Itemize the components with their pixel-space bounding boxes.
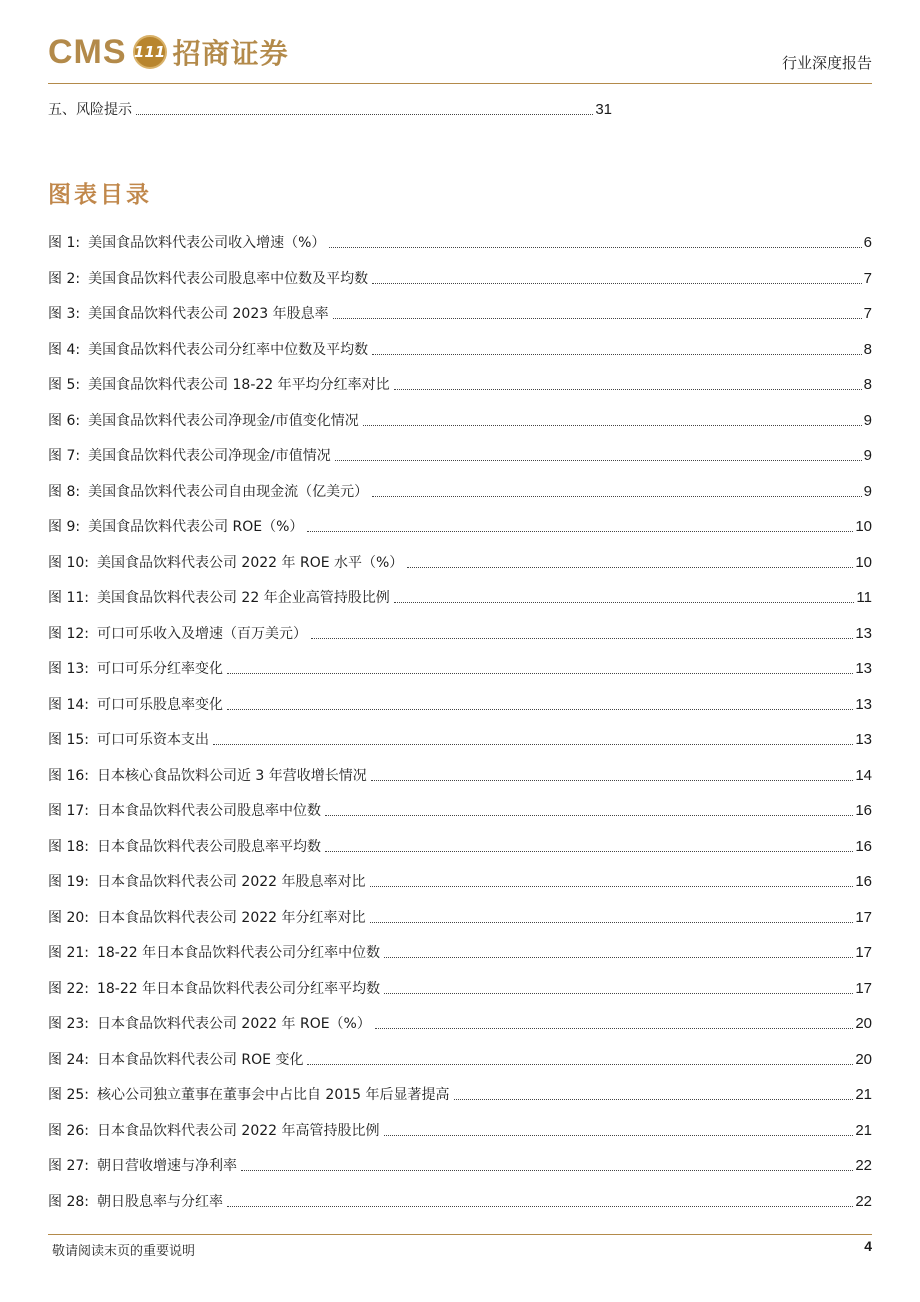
- figure-number: 图 11:: [48, 590, 89, 606]
- figure-entry-label: [48, 445, 333, 467]
- dot-leader: [241, 1170, 853, 1171]
- figure-entry-label: [48, 836, 323, 858]
- logo-chinese-text: 招商证券: [172, 37, 289, 70]
- figure-title: 日本食品饮料代表公司 2022 年分红率对比: [96, 909, 366, 926]
- figure-entry[interactable]: [48, 410, 872, 432]
- figure-entry-label: [48, 1049, 305, 1071]
- figure-number: 图 16:: [48, 767, 89, 784]
- figure-title: 日本食品饮料代表公司股息率平均数: [96, 838, 321, 855]
- figure-title: 日本食品饮料代表公司股息率中位数: [96, 803, 321, 819]
- cms-logo: [48, 28, 289, 76]
- dot-leader: [372, 354, 862, 355]
- footer-disclaimer-note: 敬请阅读末页的重要说明: [52, 1244, 196, 1259]
- dot-leader: [335, 460, 862, 461]
- dot-leader: [394, 602, 855, 603]
- figure-page-number: 16: [855, 837, 872, 855]
- figure-entry-label: [48, 339, 370, 361]
- figure-title: 可口可乐资本支出: [96, 732, 209, 748]
- dot-leader: [333, 318, 862, 319]
- dot-leader: [363, 425, 862, 426]
- figure-page-number: 20: [855, 1015, 872, 1032]
- dot-leader: [372, 283, 862, 284]
- figure-entry[interactable]: [48, 1120, 872, 1142]
- figure-number: 图 19:: [48, 874, 89, 890]
- figure-page-number: 21: [855, 1121, 872, 1139]
- figure-entry-label: [48, 1191, 225, 1213]
- figure-page-number: 17: [855, 944, 872, 961]
- toc-entry-label: 五、风险提示: [48, 102, 132, 118]
- dot-leader: [370, 922, 854, 923]
- figure-number: 图 7:: [48, 448, 81, 464]
- figure-page-number: 17: [855, 908, 872, 926]
- figure-entry-label: [48, 1155, 239, 1177]
- figure-entry[interactable]: [48, 765, 872, 787]
- figure-page-number: 13: [855, 660, 872, 677]
- figure-entry-label: [48, 800, 323, 822]
- figure-page-number: 22: [855, 1192, 872, 1210]
- figure-page-number: 9: [863, 447, 872, 464]
- figure-page-number: 22: [855, 1157, 872, 1174]
- figure-number: 图 28:: [48, 1193, 89, 1210]
- figure-page-number: 10: [855, 553, 872, 571]
- dot-leader: [311, 638, 853, 639]
- page-number: 4: [864, 1238, 872, 1254]
- toc-entry-page: 31: [595, 101, 612, 118]
- figure-entry-label: [48, 268, 370, 290]
- figure-entry-label: [48, 871, 368, 893]
- dot-leader: [325, 815, 853, 816]
- dot-leader: [307, 531, 853, 532]
- figure-entry-label: [48, 694, 225, 716]
- figure-title: 可口可乐分红率变化: [96, 661, 223, 677]
- figure-entry[interactable]: [48, 552, 872, 574]
- dot-leader: [227, 709, 853, 710]
- dot-leader: [227, 1206, 853, 1207]
- figure-number: 图 17:: [48, 803, 89, 819]
- dot-leader: [384, 993, 853, 994]
- figure-entry-label: [48, 1084, 452, 1106]
- figure-page-number: 8: [863, 376, 872, 393]
- figure-entry-label: [48, 907, 368, 929]
- figure-entry[interactable]: [48, 871, 872, 893]
- figure-entry-label: [48, 765, 369, 787]
- figure-title: 日本食品饮料代表公司 2022 年股息率对比: [96, 874, 366, 890]
- figure-title: 美国食品饮料代表公司净现金/市值情况: [88, 448, 331, 464]
- figure-page-number: 16: [855, 802, 872, 819]
- figure-entry[interactable]: [48, 516, 872, 538]
- figure-number: 图 24:: [48, 1051, 89, 1068]
- figure-title: 日本食品饮料代表公司 ROE 变化: [96, 1051, 304, 1068]
- figure-title: 美国食品饮料代表公司自由现金流（亿美元）: [88, 483, 369, 500]
- figure-entry-label: [48, 587, 392, 609]
- figure-entry[interactable]: [48, 836, 872, 858]
- dot-leader: [307, 1064, 853, 1065]
- figure-page-number: 14: [855, 766, 872, 784]
- figure-entry[interactable]: [48, 800, 872, 822]
- dot-leader: [370, 886, 854, 887]
- dot-leader: [407, 567, 853, 568]
- figure-number: 图 10:: [48, 554, 89, 571]
- figure-number: 图 13:: [48, 661, 89, 677]
- figure-title: 美国食品饮料代表公司净现金/市值变化情况: [88, 412, 359, 429]
- figure-page-number: 17: [855, 979, 872, 997]
- figure-number: 图 23:: [48, 1016, 89, 1032]
- figure-entry[interactable]: [48, 339, 872, 361]
- figure-number: 图 14:: [48, 696, 89, 713]
- figure-number: 图 6:: [48, 412, 81, 429]
- figure-number: 图 20:: [48, 909, 89, 926]
- figure-entry-label: [48, 232, 327, 254]
- figure-number: 图 5:: [48, 377, 81, 393]
- dot-leader: [213, 744, 853, 745]
- header-divider: [48, 83, 872, 84]
- figure-entry-label: [48, 552, 405, 574]
- figure-number: 图 8:: [48, 483, 81, 500]
- figure-entry-label: [48, 1013, 373, 1035]
- figure-page-number: 21: [855, 1086, 872, 1103]
- figure-number: 图 9:: [48, 519, 81, 535]
- figure-entry-label: [48, 978, 382, 1000]
- logo-badge-icon: 111: [133, 35, 167, 69]
- figure-entry[interactable]: [48, 481, 872, 503]
- figure-entry[interactable]: [48, 1191, 872, 1213]
- figure-title: 核心公司独立董事在董事会中占比自 2015 年后显著提高: [96, 1087, 450, 1103]
- figure-page-number: 20: [855, 1050, 872, 1068]
- figure-number: 图 3:: [48, 306, 81, 322]
- figure-entry-label: [48, 1120, 382, 1142]
- figure-title: 朝日股息率与分红率: [96, 1193, 223, 1210]
- figure-page-number: 13: [855, 731, 872, 748]
- figure-page-number: 7: [863, 305, 872, 322]
- dot-leader: [372, 496, 862, 497]
- dot-leader: [136, 114, 593, 115]
- figure-entry-label: [48, 658, 225, 680]
- dot-leader: [454, 1099, 854, 1100]
- figure-title: 日本食品饮料代表公司 2022 年高管持股比例: [96, 1122, 380, 1139]
- figure-entry[interactable]: [48, 1049, 872, 1071]
- figure-title: 美国食品饮料代表公司收入增速（%）: [88, 235, 326, 251]
- page-header: [48, 28, 872, 84]
- figure-entry-label: [48, 516, 305, 538]
- footer-divider: [48, 1234, 872, 1235]
- figure-entry-label: [48, 374, 392, 396]
- figure-number: 图 27:: [48, 1158, 89, 1174]
- dot-leader: [325, 851, 853, 852]
- figure-entry-label: [48, 481, 370, 503]
- figure-title: 美国食品饮料代表公司 ROE（%）: [88, 519, 304, 535]
- figure-page-number: 16: [855, 873, 872, 890]
- figure-number: 图 15:: [48, 732, 89, 748]
- figure-list-title: 图表目录: [48, 182, 152, 208]
- dot-leader: [384, 957, 853, 958]
- figure-page-number: 9: [863, 482, 872, 500]
- figure-entry[interactable]: [48, 623, 872, 645]
- toc-entry-risk[interactable]: [48, 99, 612, 121]
- report-type-label: 行业深度报告: [781, 54, 872, 72]
- figure-page-number: 8: [863, 340, 872, 358]
- figure-entry[interactable]: [48, 1013, 872, 1035]
- figure-entry[interactable]: [48, 978, 872, 1000]
- figure-number: 图 1:: [48, 235, 81, 251]
- figure-entry-label: [48, 410, 361, 432]
- figure-number: 图 25:: [48, 1087, 89, 1103]
- figure-entry[interactable]: [48, 1084, 872, 1106]
- figure-entry[interactable]: [48, 232, 872, 254]
- figure-number: 图 22:: [48, 980, 89, 997]
- figure-page-number: 9: [863, 411, 872, 429]
- figure-number: 图 21:: [48, 945, 89, 961]
- figure-entry[interactable]: [48, 658, 872, 680]
- dot-leader: [394, 389, 862, 390]
- figure-entry[interactable]: [48, 942, 872, 964]
- figure-number: 图 2:: [48, 270, 81, 287]
- figure-title: 朝日营收增速与净利率: [96, 1158, 237, 1174]
- figure-entry-label: [48, 303, 331, 325]
- figure-entry[interactable]: [48, 694, 872, 716]
- figure-title: 18-22 年日本食品饮料代表公司分红率中位数: [96, 945, 381, 961]
- figure-number: 图 4:: [48, 341, 81, 358]
- dot-leader: [375, 1028, 853, 1029]
- figure-title: 可口可乐股息率变化: [96, 696, 223, 713]
- figure-page-number: 11: [856, 589, 872, 606]
- figure-title: 美国食品饮料代表公司分红率中位数及平均数: [88, 341, 369, 358]
- figure-title: 日本食品饮料代表公司 2022 年 ROE（%）: [96, 1016, 371, 1032]
- figure-title: 美国食品饮料代表公司 2023 年股息率: [88, 306, 329, 322]
- figure-entry-label: [48, 729, 211, 751]
- figure-page-number: 7: [863, 269, 872, 287]
- figure-number: 图 12:: [48, 625, 89, 642]
- figure-entry-label: [48, 942, 382, 964]
- figure-title: 美国食品饮料代表公司股息率中位数及平均数: [88, 270, 369, 287]
- figure-number: 图 18:: [48, 838, 89, 855]
- dot-leader: [371, 780, 854, 781]
- figure-title: 美国食品饮料代表公司 22 年企业高管持股比例: [96, 590, 390, 606]
- figure-page-number: 10: [855, 518, 872, 535]
- figure-entry[interactable]: [48, 729, 872, 751]
- figure-entry[interactable]: [48, 374, 872, 396]
- dot-leader: [329, 247, 861, 248]
- figure-page-number: 6: [863, 234, 872, 251]
- figure-entry[interactable]: [48, 268, 872, 290]
- figure-entry[interactable]: [48, 907, 872, 929]
- figure-entry[interactable]: [48, 445, 872, 467]
- figure-entry[interactable]: [48, 1155, 872, 1177]
- dot-leader: [227, 673, 853, 674]
- figure-entry-label: [48, 623, 309, 645]
- figure-title: 日本核心食品饮料公司近 3 年营收增长情况: [96, 767, 367, 784]
- figure-title: 18-22 年日本食品饮料代表公司分红率平均数: [96, 980, 381, 997]
- figure-title: 美国食品饮料代表公司 2022 年 ROE 水平（%）: [96, 554, 404, 571]
- figure-page-number: 13: [855, 624, 872, 642]
- figure-title: 美国食品饮料代表公司 18-22 年平均分红率对比: [88, 377, 390, 393]
- figure-page-number: 13: [855, 695, 872, 713]
- dot-leader: [384, 1135, 854, 1136]
- figure-number: 图 26:: [48, 1122, 89, 1139]
- figure-entry[interactable]: [48, 587, 872, 609]
- logo-latin-text: CMS: [48, 32, 127, 71]
- figure-entry[interactable]: [48, 303, 872, 325]
- figure-title: 可口可乐收入及增速（百万美元）: [96, 625, 307, 642]
